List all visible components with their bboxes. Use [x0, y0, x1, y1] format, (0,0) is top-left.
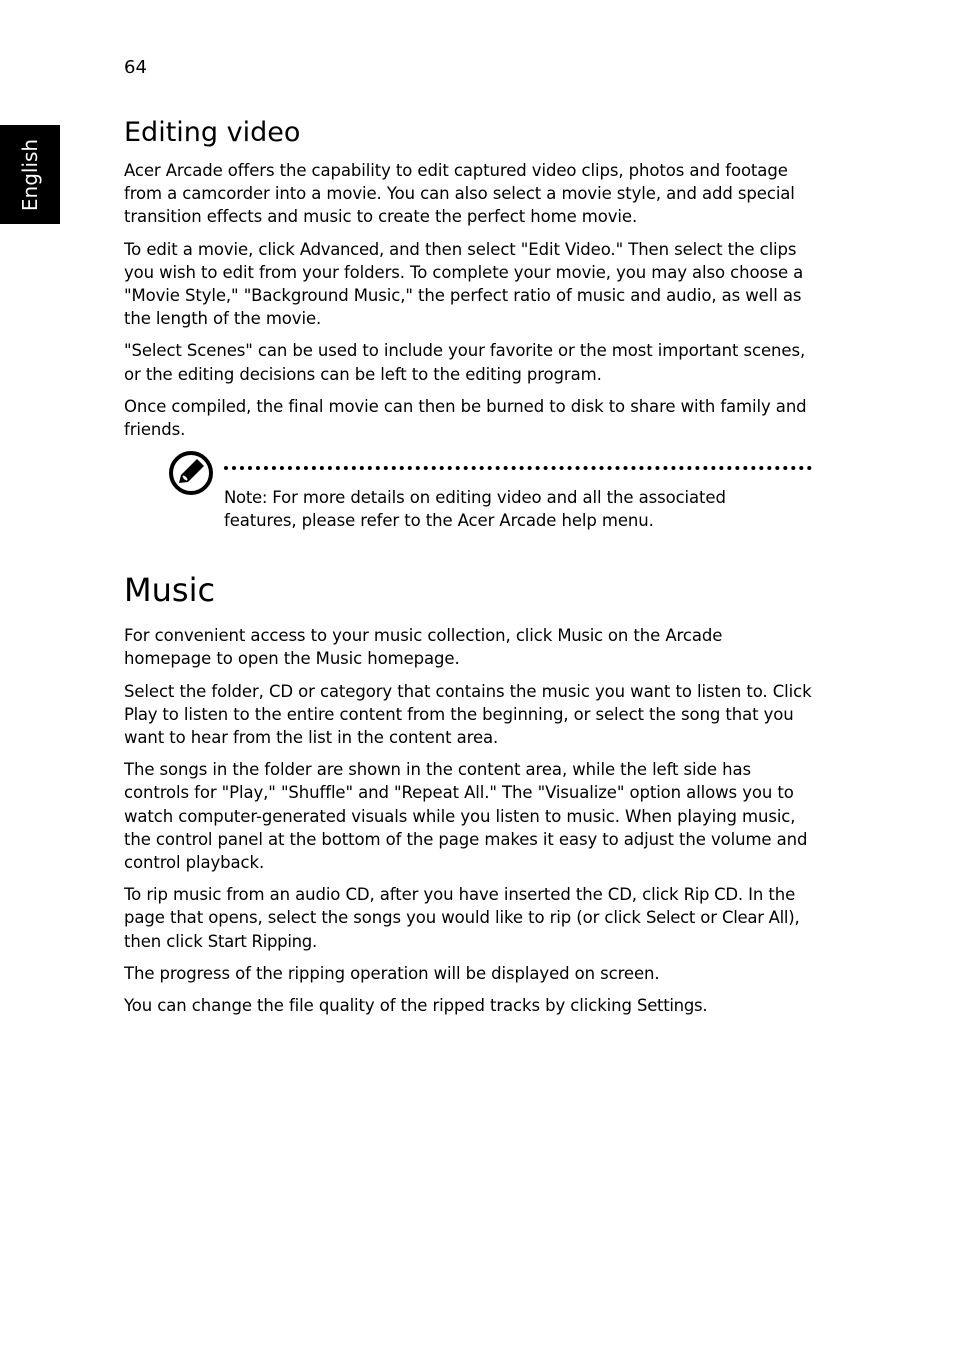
paragraph: You can change the file quality of the ripped tracks by clicking Settings.	[124, 996, 708, 1016]
note-text: Note: For more details on editing video and all the associated features, please refer to the Acer Arcade help menu.	[224, 488, 726, 531]
language-side-tab	[0, 125, 60, 224]
section-heading-editing-video: Editing video	[124, 117, 301, 148]
note-pen-icon	[168, 450, 214, 496]
side-tab-label: English	[18, 138, 42, 211]
section-heading-music: Music	[124, 571, 216, 610]
ui-term: Start Ripping	[207, 931, 312, 951]
note-label: Note:	[224, 488, 268, 508]
paragraph: The progress of the ripping operation will be displayed on screen.	[124, 963, 660, 983]
paragraph: For convenient access to your music collection, click Music on the Arcade homepage to open the Music homepage.	[124, 626, 723, 669]
paragraph: To edit a movie, click Advanced, and then select "Edit Video." Then select the clips you wish to edit from your folders. To complete your movie, you may also choose a "Movie Style," "Background Music," the perfect ratio of music and audio, as well as the length of the movie.	[124, 239, 804, 329]
ui-term: Advanced,	[299, 239, 384, 259]
note-callout	[124, 450, 814, 570]
paragraph: The songs in the folder are shown in the content area, while the left side has controls for "Play," "Shuffle" and "Repeat All." The "Visualize" option allows you to watch computer-generated visuals while you listen to music. When playing music, the control panel at the bottom of the page makes it easy to adjust the volume and control playback.	[124, 760, 808, 873]
paragraph: "Select Scenes" can be used to include your favorite or the most important scenes, or the editing decisions can be left to the editing program.	[124, 341, 806, 384]
note-divider	[224, 466, 812, 470]
page-number: 64	[124, 57, 147, 78]
paragraph: To rip music from an audio CD, after you have inserted the CD, click Rip CD. In the page that opens, select the songs you would like to rip (or click Select or Clear All), then click Start Ripping.	[124, 885, 800, 951]
paragraph: Once compiled, the final movie can then be burned to disk to share with family and friends.	[124, 396, 807, 440]
paragraph: Acer Arcade offers the capability to edit captured video clips, photos and footage from a camcorder into a movie. You can also select a movie style, and add special transition effects and music to create the perfect home movie.	[124, 161, 795, 227]
ui-term: Settings	[637, 996, 703, 1016]
page-content	[124, 115, 814, 1026]
ui-term: Music	[557, 626, 603, 646]
ui-term: Select	[645, 908, 696, 928]
ui-term: Rip CD	[683, 885, 738, 905]
paragraph: Select the folder, CD or category that contains the music you want to listen to. Click Play to listen to the entire content from the beginning, or select the song that you want to hear from the list in the content area.	[124, 681, 812, 748]
ui-term: Play	[124, 704, 158, 724]
ui-term: Clear All	[722, 908, 789, 928]
